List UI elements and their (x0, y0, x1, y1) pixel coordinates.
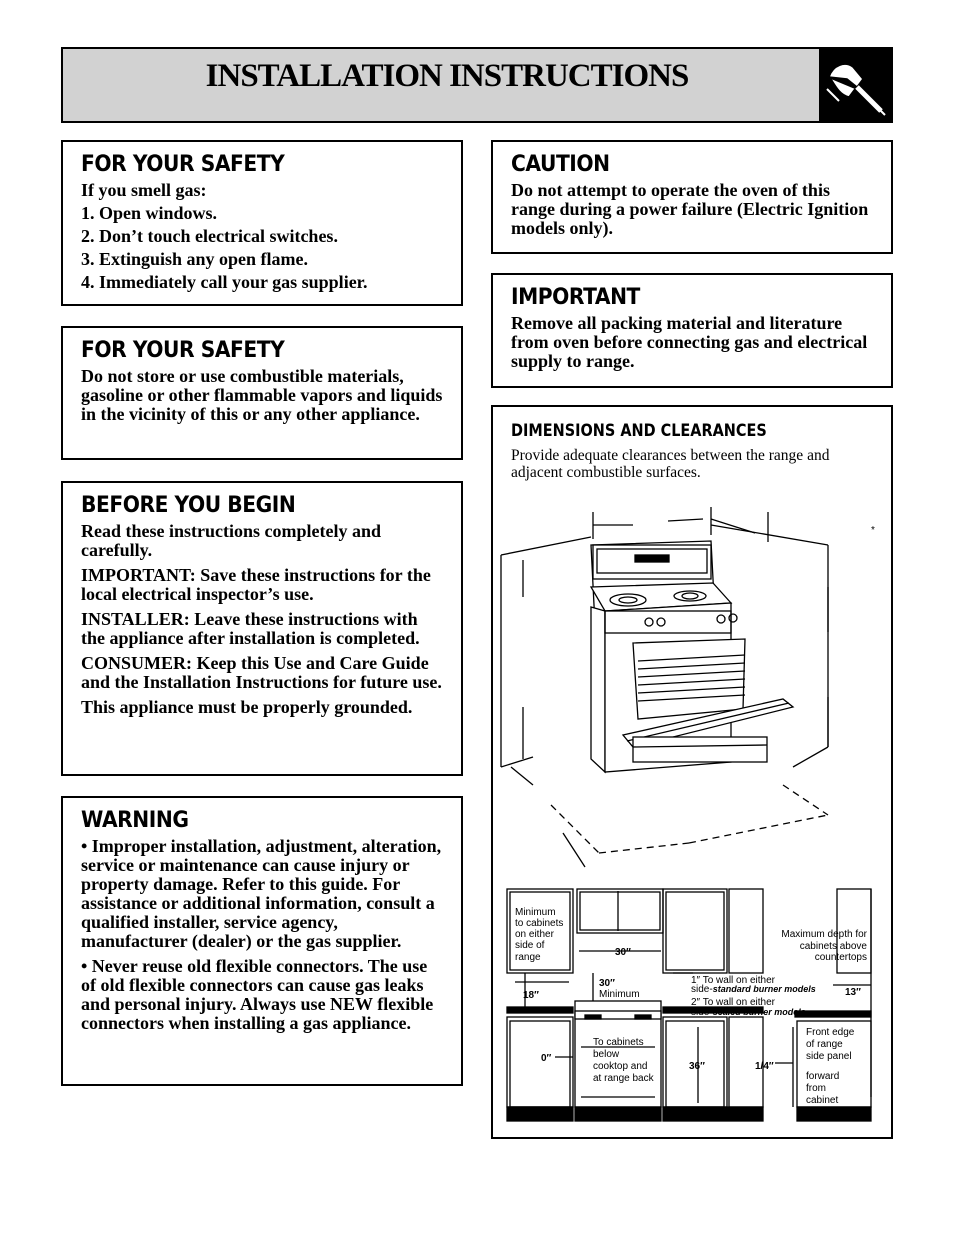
wall-1-label: 1″ To wall on either (691, 975, 775, 986)
hand-with-screwdriver-icon (819, 49, 891, 121)
important-box (491, 273, 893, 388)
min-30-label: Minimum (599, 989, 640, 1000)
front-edge-label: side panel (806, 1051, 852, 1062)
warning-paragraph: • Never reuse old flexible connectors. The use of old flexible connectors can cause gas leaks and personal injury. Always use NEW flexible connectors when installing a gas appliance. (81, 956, 434, 1033)
max-depth-label: cabinets above (799, 941, 867, 952)
wall-2-label: 2″ To wall on either (691, 997, 775, 1008)
safety-storage-box (61, 326, 463, 460)
caution-text: Do not attempt to operate the oven of this range during a power failure (Electric Ignition models only). (511, 180, 869, 238)
max-depth-label: countertops (814, 952, 867, 963)
max-depth-label: Maximum depth for (781, 929, 867, 940)
front-edge-label: of range (806, 1039, 843, 1050)
dim-13-label: 13″ (845, 987, 861, 998)
before-paragraph: CONSUMER: Keep this Use and Care Guide and the Installation Instructions for future use. (81, 653, 442, 692)
before-you-begin-title: BEFORE YOU BEGIN (81, 493, 296, 518)
safety-gas-intro: If you smell gas: (81, 180, 207, 200)
before-paragraph: This appliance must be properly grounded. (81, 697, 413, 717)
important-text: Remove all packing material and literature from oven before connecting gas and electrical supply to range. (511, 313, 868, 371)
safety-storage-title: FOR YOUR SAFETY (81, 338, 285, 363)
warning-paragraph: • Improper installation, adjustment, alteration, service or maintenance can cause injury or property damage. Refer to this guide. For assistance or additional information, consult a qualified installer, service agency, manufacturer (dealer) or the gas supplier. (81, 836, 442, 951)
page-header (61, 47, 893, 123)
to-cabinets-below-label: below (593, 1049, 620, 1060)
min-30-label: 30″ (599, 978, 615, 989)
important-title: IMPORTANT (511, 285, 640, 310)
min-cabinets-label: Minimum (515, 907, 556, 918)
before-you-begin-box (61, 481, 463, 776)
to-cabinets-below-label: To cabinets (593, 1037, 644, 1048)
to-cabinets-below-label: cooktop and (593, 1061, 648, 1072)
width-30-label: 30″ (615, 947, 631, 958)
before-paragraph: Read these instructions completely and carefully. (81, 521, 381, 560)
min-cabinets-label: side of (515, 940, 545, 951)
range-perspective-drawing (501, 507, 828, 867)
safety-gas-box (61, 140, 463, 306)
safety-step: 4. Immediately call your gas supplier. (81, 272, 368, 292)
safety-gas-title: FOR YOUR SAFETY (81, 152, 285, 177)
dim-quarter-label: 1/4″ (755, 1061, 774, 1072)
warning-title: WARNING (81, 808, 189, 833)
front-edge-label: from (806, 1083, 826, 1094)
safety-storage-text: Do not store or use combustible materials, gasoline or other flammable vapors and liquids in the vicinity of this or any other appliance. (81, 366, 443, 424)
dim-0-label: 0″ (541, 1053, 552, 1064)
safety-step: 3. Extinguish any open flame. (81, 249, 309, 269)
to-cabinets-below-label: at range back (593, 1073, 654, 1084)
front-edge-label: forward (806, 1071, 840, 1082)
warning-box (61, 796, 463, 1086)
caution-box (491, 140, 893, 254)
dimensions-title: DIMENSIONS AND CLEARANCES (511, 421, 767, 441)
min-cabinets-label: range (515, 952, 541, 963)
safety-gas-steps (81, 204, 443, 292)
standard-burner-label: standard burner models (712, 984, 816, 994)
asterisk-mark: * (871, 525, 875, 536)
front-edge-label: Front edge (806, 1027, 855, 1038)
dim-36-label: 36″ (689, 1061, 705, 1072)
clearance-diagrams (493, 407, 891, 1137)
min-cabinets-label: to cabinets (515, 918, 564, 929)
page-title: INSTALLATION INSTRUCTIONS (205, 58, 689, 94)
sealed-burner-label: sealed burner models (712, 1007, 806, 1017)
before-paragraph: IMPORTANT: Save these instructions for the local electrical inspector’s use. (81, 565, 431, 604)
side-prefix-label: side- (691, 1007, 713, 1018)
side-prefix-label: side- (691, 984, 713, 995)
caution-title: CAUTION (511, 152, 610, 177)
safety-step: 1. Open windows. (81, 203, 218, 223)
safety-step: 2. Don’t touch electrical switches. (81, 226, 338, 246)
dimensions-text: Provide adequate clearances between the range and adjacent combustible surfaces. (511, 447, 830, 481)
min-cabinets-label: on either (515, 929, 554, 940)
front-edge-label: cabinet (806, 1095, 839, 1106)
svg-text:side-sealed burner models (691, 1007, 806, 1018)
before-paragraph: INSTALLER: Leave these instructions with the appliance after installation is completed. (81, 609, 420, 648)
svg-text:side-standard burner models (691, 984, 816, 995)
dimensions-box (491, 405, 893, 1139)
dim-18-label: 18″ (523, 990, 539, 1001)
